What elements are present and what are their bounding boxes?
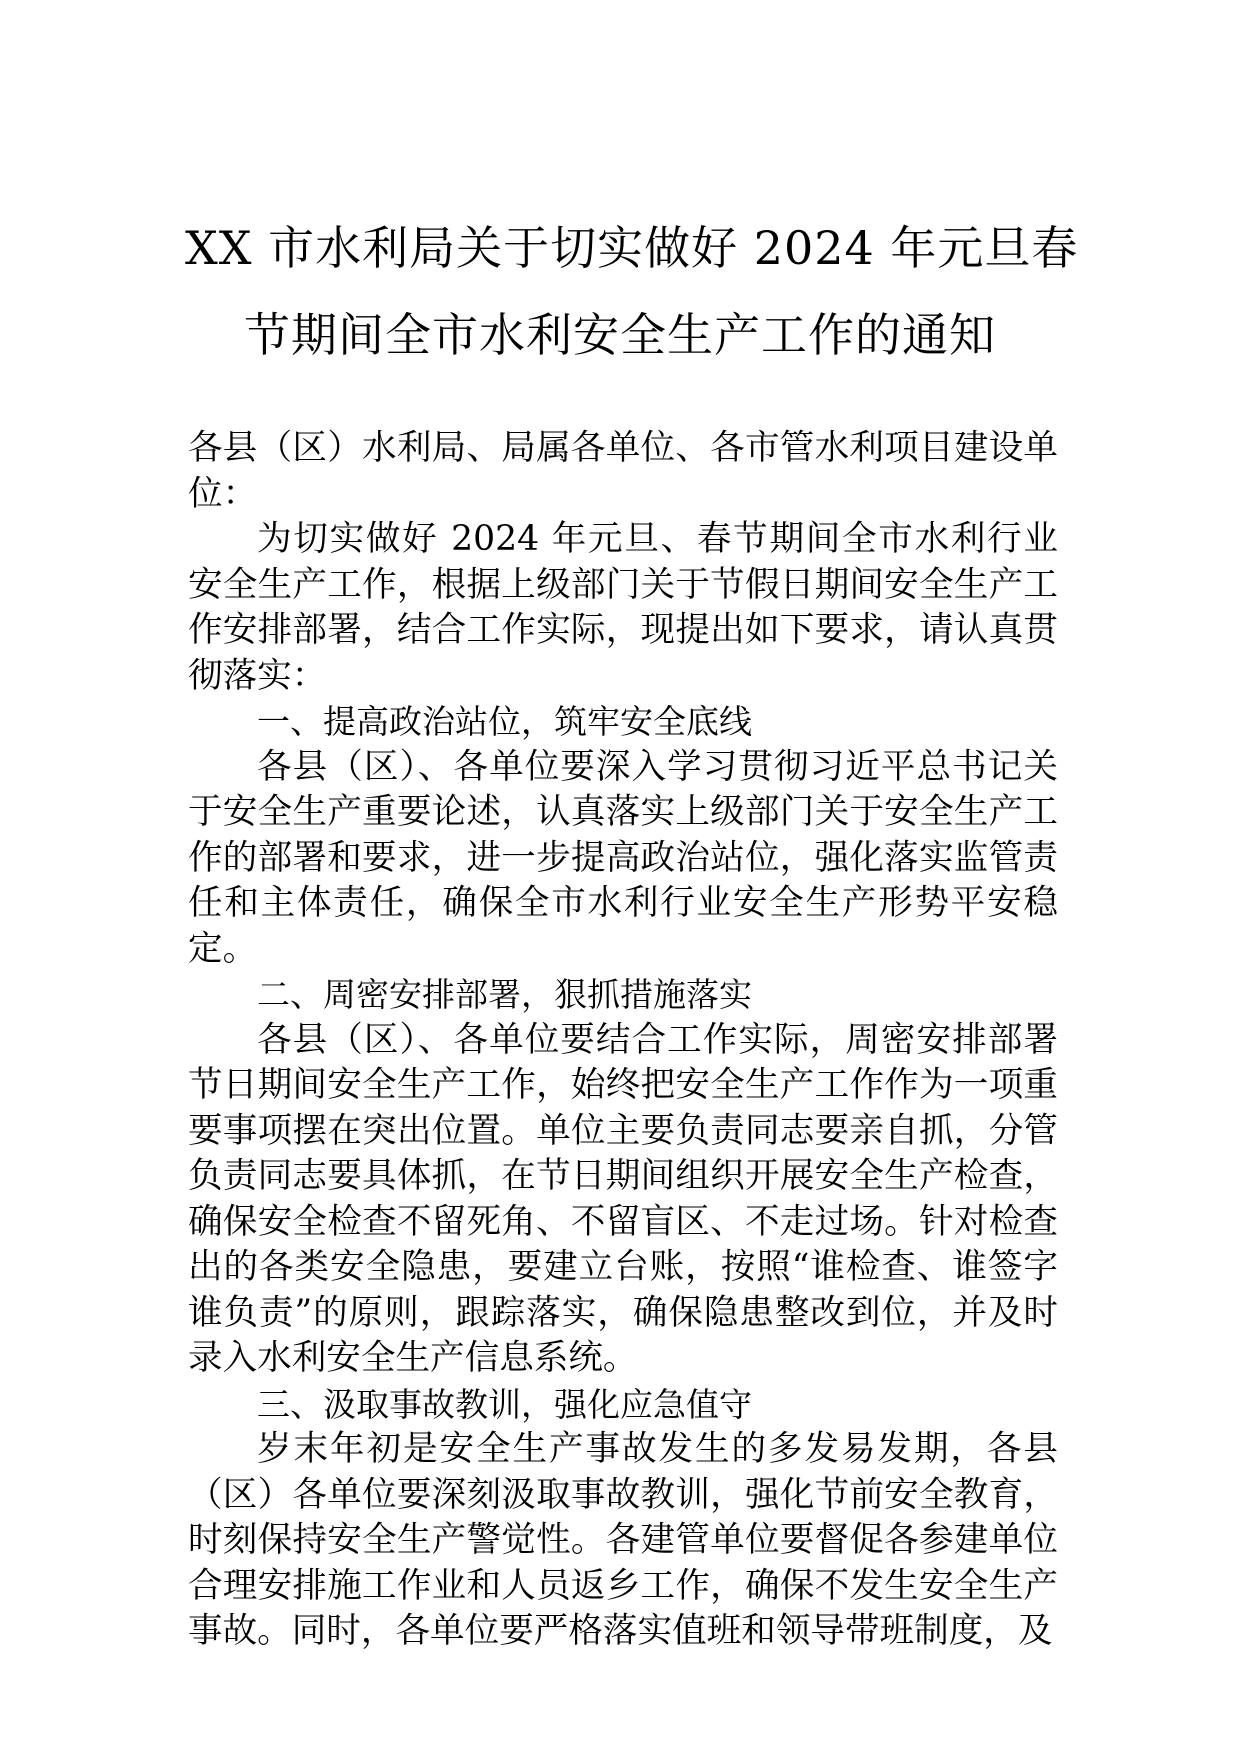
document-title-line-2: 节期间全市水利安全生产工作的通知 <box>244 308 996 362</box>
section-heading-3: 三、汲取事故教训，强化应急值守 <box>257 1384 752 1424</box>
salutation: 各县（区）水利局、局属各单位、各市管水利项目建设单位： <box>188 428 1058 514</box>
section-body-2: 各县（区）、各单位要结合工作实际，周密安排部署节日期间安全生产工作，始终把安全生产工作作为一项重要事项摆在突出位置。单位主要负责同志要亲自抓，分管负责同志要具体抓，在节日期间组织开展安全生产检查，确保安全检查不留死角、不留盲区、不走过场。针对检查出的各类安全隐患，要建立台账，按照“谁检查、谁签字谁负责”的原则，跟踪落实，确保隐患整改到位，并及时录入水利安全生产信息系统。 <box>188 1019 1058 1378</box>
section-heading-1: 一、提高政治站位，筑牢安全底线 <box>257 702 752 741</box>
document-title-line-1: XX 市水利局关于切实做好 2024 年元旦春 <box>185 221 1079 275</box>
section-heading-2: 二、周密安排部署，狠抓措施落实 <box>257 975 752 1014</box>
intro-paragraph: 为切实做好 2024 年元旦、春节期间全市水利行业安全生产工作，根据上级部门关于节假日期间安全生产工作安排部署，结合工作实际，现提出如下要求，请认真贯彻落实： <box>188 519 1058 696</box>
section-body-1: 各县（区）、各单位要深入学习贯彻习近平总书记关于安全生产重要论述，认真落实上级部门关于安全生产工作的部署和要求，进一步提高政治站位，强化落实监管责任和主体责任，确保全市水利行业安全生产形势平安稳定。 <box>188 746 1058 969</box>
section-body-3: 岁末年初是安全生产事故发生的多发易发期，各县（区）各单位要深刻汲取事故教训，强化节前安全教育，时刻保持安全生产警觉性。各建管单位要督促各参建单位合理安排施工作业和人员返乡工作，确保不发生安全生产事故。同时，各单位要严格落实值班和领导带班制度，及 <box>188 1429 1058 1651</box>
document-body <box>188 426 1058 1655</box>
